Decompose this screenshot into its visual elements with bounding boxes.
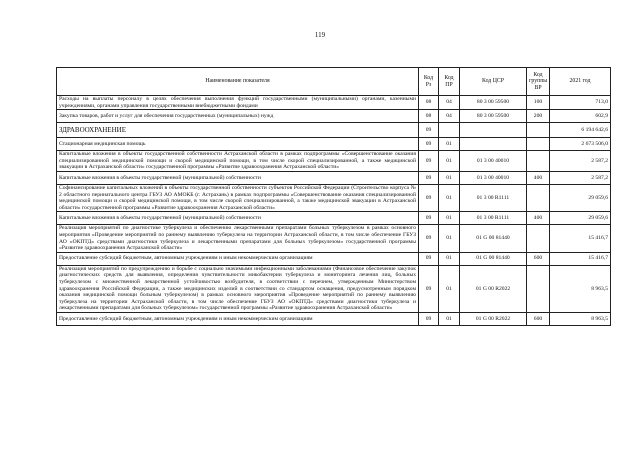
row-vr <box>527 138 550 151</box>
row-csr: 01 3 00 R1111 <box>460 184 527 211</box>
table-row <box>57 252 611 265</box>
row-rz: 09 <box>419 225 439 252</box>
row-csr: 01 3 00 40010 <box>460 151 527 172</box>
row-vr <box>527 265 550 312</box>
table-header-row <box>57 68 611 96</box>
row-name: Реализация мероприятий по диагностике туберкулеза и обеспечению лекарственными препаратами больных туберкулезом в рамках основного мероприятия «Проведение мероприятий по раннему выявлению туберкулеза на территории Астраханской области, в том числе обеспечение ГБУЗ АО «ОКПТД» средствами диагностики туберкулеза и лекарственными препаратами для больных туберкулезом» государственной программы «Развитие здравоохранения Астраханской области» <box>57 225 419 252</box>
row-pr: 01 <box>439 212 460 225</box>
row-pr: 01 <box>439 184 460 211</box>
row-pr: 01 <box>439 252 460 265</box>
row-amount: 15 416,7 <box>550 225 611 252</box>
row-pr: 01 <box>439 225 460 252</box>
row-name: Предоставление субсидий бюджетным, автономным учреждениям и иным некоммерческим организациям <box>57 312 419 325</box>
row-csr <box>460 123 527 138</box>
row-rz: 09 <box>419 312 439 325</box>
row-vr <box>527 184 550 211</box>
row-rz: 09 <box>419 151 439 172</box>
table-row <box>57 110 611 123</box>
table-row <box>57 212 611 225</box>
header-year: 2021 год <box>550 68 611 96</box>
row-pr <box>439 123 460 138</box>
row-rz: 08 <box>419 96 439 110</box>
row-csr: 01 G 00 R2022 <box>460 312 527 325</box>
row-name: Закупка товаров, работ и услуг для обеспечения государственных (муниципальных) нужд <box>57 110 419 123</box>
row-amount: 29 059,6 <box>550 184 611 211</box>
row-pr: 04 <box>439 110 460 123</box>
table-row <box>57 312 611 325</box>
header-csr: Код ЦСР <box>460 68 527 96</box>
row-amount: 8 963,5 <box>550 312 611 325</box>
table-row <box>57 96 611 110</box>
row-vr: 400 <box>527 171 550 184</box>
row-pr: 01 <box>439 312 460 325</box>
row-vr: 400 <box>527 212 550 225</box>
row-vr <box>527 225 550 252</box>
table-row <box>57 171 611 184</box>
row-amount: 2 673 506,0 <box>550 138 611 151</box>
row-rz: 09 <box>419 184 439 211</box>
row-csr: 01 3 00 R1111 <box>460 212 527 225</box>
row-csr: 01 G 00 81440 <box>460 252 527 265</box>
row-name: Предоставление субсидий бюджетным, автономным учреждениям и иным некоммерческим организациям <box>57 252 419 265</box>
row-rz: 09 <box>419 171 439 184</box>
row-name: Расходы на выплаты персоналу в целях обеспечения выполнения функций государственными (муниципальными) органами, казенными учреждениями, органами управления государственными внебюджетными фондами <box>57 96 419 110</box>
row-name: Капитальные вложения в объекты государственной собственности Астраханской области в рамках подпрограммы «Совершенствование оказания специализированной медицинской помощи и скорой медицинской помощи, в том числе скорой специализированной, а также медицинской эвакуации в Астраханской области» государственной программы «Развитие здравоохранения Астраханской области» <box>57 151 419 172</box>
row-name: Капитальные вложения в объекты государственной (муниципальной) собственности <box>57 171 419 184</box>
row-name: ЗДРАВООХРАНЕНИЕ <box>57 123 419 138</box>
row-amount: 713,0 <box>550 96 611 110</box>
row-pr: 01 <box>439 265 460 312</box>
row-amount: 8 963,5 <box>550 265 611 312</box>
table-row <box>57 151 611 172</box>
row-pr: 01 <box>439 171 460 184</box>
row-name: Софинансирование капитальных вложений в объекты государственной собственности субъектов Российской Федерации (Строительство корпуса № 2 областного перинатального центра ГБУЗ АО АМОКБ (г. Астрахань) в рамках подпрограммы «Совершенствование оказания специализированной медицинской помощи и скорой медицинской помощи, в том числе скорой специализированной, а также медицинской эвакуации в Астраханской области» государственной программы «Развитие здравоохранения Астраханской области» <box>57 184 419 211</box>
table-row <box>57 138 611 151</box>
row-rz: 09 <box>419 265 439 312</box>
table-row <box>57 265 611 312</box>
row-csr: 01 G 00 R2022 <box>460 265 527 312</box>
row-vr <box>527 123 550 138</box>
row-csr <box>460 138 527 151</box>
row-vr: 100 <box>527 96 550 110</box>
row-name: Капитальные вложения в объекты государственной (муниципальной) собственности <box>57 212 419 225</box>
row-amount: 602,9 <box>550 110 611 123</box>
row-rz: 09 <box>419 138 439 151</box>
header-rz: Код Рз <box>419 68 439 96</box>
table-row <box>57 184 611 211</box>
row-vr <box>527 151 550 172</box>
row-csr: 01 3 00 40010 <box>460 171 527 184</box>
row-rz: 08 <box>419 110 439 123</box>
row-csr: 80 3 00 59500 <box>460 110 527 123</box>
row-rz: 09 <box>419 123 439 138</box>
row-name: Стационарная медицинская помощь <box>57 138 419 151</box>
row-vr: 200 <box>527 110 550 123</box>
page-number: 119 <box>314 31 326 39</box>
budget-table <box>56 67 611 326</box>
table-row <box>57 225 611 252</box>
row-amount: 29 059,6 <box>550 212 611 225</box>
row-amount: 15 416,7 <box>550 252 611 265</box>
header-vr: Код группы ВР <box>527 68 550 96</box>
row-csr: 80 3 00 59500 <box>460 96 527 110</box>
row-rz: 09 <box>419 212 439 225</box>
header-pr: Код ПР <box>439 68 460 96</box>
row-pr: 01 <box>439 138 460 151</box>
table-row <box>57 123 611 138</box>
row-amount: 2 587,2 <box>550 151 611 172</box>
header-name: Наименование показателя <box>57 68 419 96</box>
row-rz: 09 <box>419 252 439 265</box>
row-vr: 600 <box>527 252 550 265</box>
row-csr: 01 G 00 81440 <box>460 225 527 252</box>
row-vr: 600 <box>527 312 550 325</box>
row-amount: 2 587,2 <box>550 171 611 184</box>
row-pr: 01 <box>439 151 460 172</box>
row-name: Реализация мероприятий по предупреждению и борьбе с социально значимыми инфекционными заболеваниями (Финансовое обеспечение закупок диагностических средств для выявления, определения чувствительности микобактерии туберкулеза и мониторинга лечения лиц, больных туберкулезом с множественной лекарственной устойчивостью возбудителя, в соответствии с перечнем, утвержденным Министерством здравоохранения Российской Федерации, а также медицинских изделий в соответствии со стандартом оснащения, предусмотренным порядком оказания медицинской помощи больным туберкулезом) в рамках основного мероприятия «Проведение мероприятий по раннему выявлению туберкулеза на территории Астраханской области, в том числе обеспечение ГБУЗ АО «ОКПТД» средствами диагностики туберкулеза и лекарственными препаратами для больных туберкулезом» государственной программы «Развитие здравоохранения Астраханской области» <box>57 265 419 312</box>
row-amount: 6 194 642,6 <box>550 123 611 138</box>
row-pr: 04 <box>439 96 460 110</box>
